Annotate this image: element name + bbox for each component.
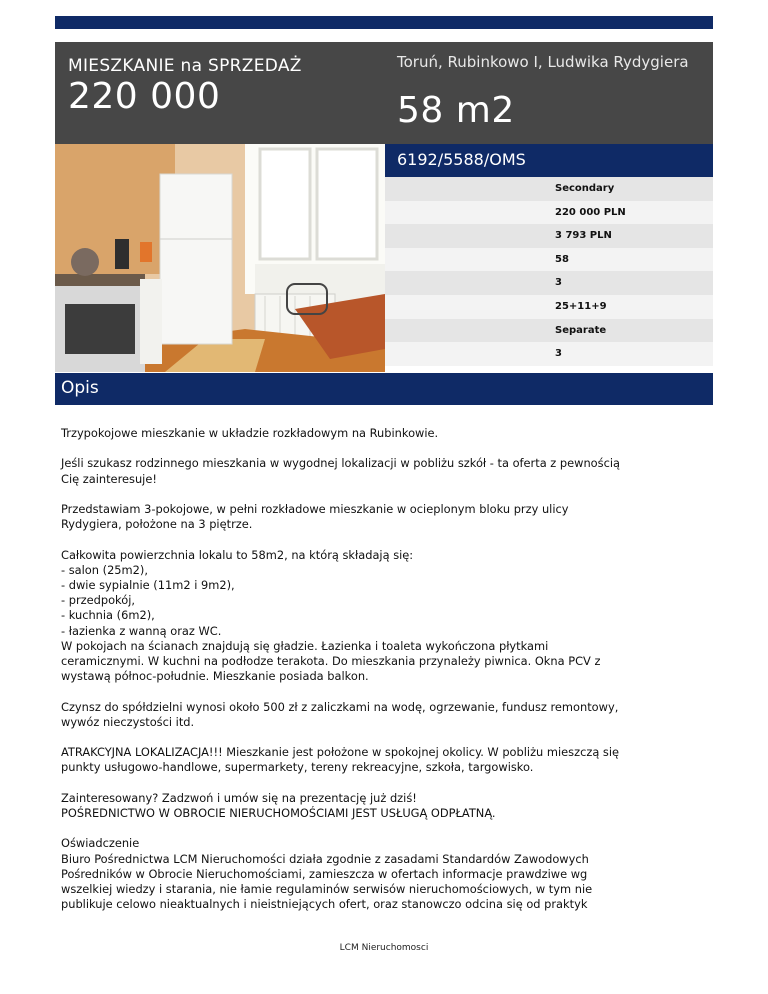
description-paragraph: Całkowita powierzchnia lokalu to 58m2, na którą składają się: - salon (25m2), - dwie sypialnie (11m2 i 9m2), - przedpokój, - kuchnia (6m2), - łazienka z wanną oraz WC. W pokojach na ścianach znajdują się gładzie. Łazienka i toaleta wykończona płytkami ceramicznymi. W kuchni na podłodze terakota. Do mieszkania przynależy piwnica. Okna PCV z wystawą północ-południe. Mieszkanie posiada balkon. xyxy=(61,547,601,684)
description xyxy=(61,426,711,928)
reference-number: 6192/5588/OMS xyxy=(397,150,526,169)
description-paragraph: Zainteresowany? Zadzwoń i umów się na prezentację już dziś! POŚREDNICTWO W OBROCIE NIERUCHOMOŚCIAMI JEST USŁUGĄ ODPŁATNĄ. xyxy=(61,790,496,820)
description-paragraph: Trzypokojowe mieszkanie w układzie rozkładowym na Rubinkowie. xyxy=(61,426,439,440)
description-paragraph: Czynsz do spółdzielni wynosi około 500 zł z zaliczkami na wodę, ogrzewanie, fundusz remontowy, wywóz nieczystości itd. xyxy=(61,699,619,729)
description-paragraph: Oświadczenie Biuro Pośrednictwa LCM Nieruchomości działa zgodnie z zasadami Standardów Zawodowych Pośredników w Obrocie Nieruchomościami, zamieszcza w ofertach informacje prawdziwe wg wszelkiej wiedzy i starania, nie łamie regulaminów serwisów nieruchomościowych, w tym nie publikuje celowo nieaktualnych i nieistniejących ofert, oraz stanowczo odcina się od praktyk xyxy=(61,836,593,912)
description-paragraph: Przedstawiam 3-pokojowe, w pełni rozkładowe mieszkanie w ocieplonym bloku przy ulicy Rydygiera, położone na 3 piętrze. xyxy=(61,501,569,532)
section-title: Opis xyxy=(61,378,99,398)
detail-value: 25+11+9 xyxy=(555,300,607,312)
detail-value: 3 xyxy=(555,277,562,289)
description-paragraph: Jeśli szukasz rodzinnego mieszkania w wygodnej lokalizacji w pobliżu szkół - ta oferta z pewnością Cię zainteresuje! xyxy=(61,456,620,486)
detail-value: Separate xyxy=(555,324,607,336)
detail-row xyxy=(385,224,713,248)
detail-value: Secondary xyxy=(555,183,615,194)
detail-value: 220 000 PLN xyxy=(555,206,626,218)
header-location-panel xyxy=(385,42,713,144)
price: 220 000 xyxy=(68,76,221,117)
detail-row xyxy=(385,319,713,343)
details-table xyxy=(385,177,713,366)
detail-row xyxy=(385,248,713,272)
detail-value: 3 793 PLN xyxy=(555,230,612,242)
description-paragraph: ATRAKCYJNA LOKALIZACJA!!! Mieszkanie jest położone w spokojnej okolicy. W pobliżu mieszczą się punkty usługowo-handlowe, supermarkety, tereny rekreacyjne, szkoła, targowisko. xyxy=(61,745,620,775)
detail-row xyxy=(385,342,713,366)
detail-value: 58 xyxy=(555,253,569,265)
reference-bar xyxy=(385,144,713,177)
location: Toruń, Rubinkowo I, Ludwika Rydygiera xyxy=(397,53,689,71)
kitchen-photo xyxy=(55,144,385,372)
detail-value: 3 xyxy=(555,348,562,360)
detail-row xyxy=(385,295,713,319)
section-header xyxy=(55,373,713,405)
detail-row xyxy=(385,271,713,295)
offer-type: MIESZKANIE na SPRZEDAŻ xyxy=(68,56,302,76)
footer-company: LCM Nieruchomosci xyxy=(339,943,429,953)
detail-row xyxy=(385,177,713,201)
detail-row xyxy=(385,201,713,225)
header-offer-panel xyxy=(55,42,385,144)
area: 58 m2 xyxy=(397,90,515,131)
top-accent-bar xyxy=(55,16,713,29)
